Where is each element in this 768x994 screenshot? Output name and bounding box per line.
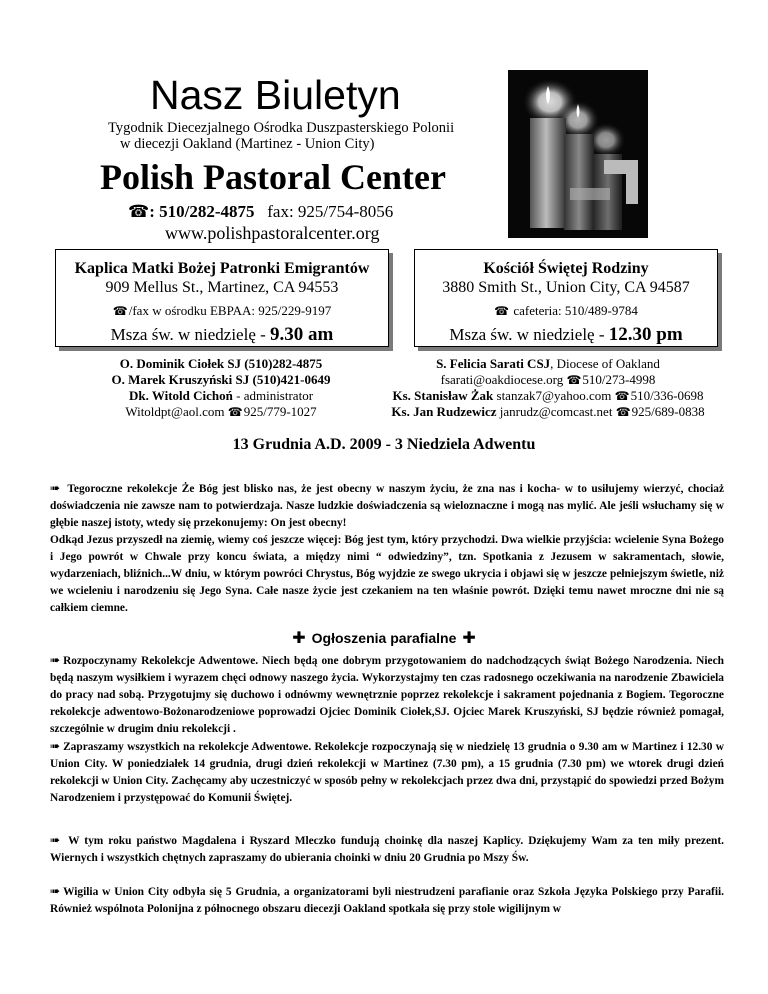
intro-text-a: ➠ Tegoroczne rekolekcje Że Bóg jest blisko nas, że jest obecny w naszym życiu, że zna nas i kocha- w to usiłujemy wierzyć, chociaż doświadczenia nie zawsze nam to potwierdzaja. Nasze ludzkie doświadczenia są wieloznaczne i mogą nas mylić. Ale jeśli wsłuchamy się w głębie naszej istoty, wtedy się przekonujemy: On jest obecny! — [50, 481, 724, 529]
phone-icon: ☎ — [112, 304, 128, 318]
candles-photo — [508, 70, 648, 238]
chapel-phone: ☎/fax w ośrodku EBPAA: 925/229-9197 — [112, 303, 332, 318]
center-name: Polish Pastoral Center — [100, 157, 446, 197]
phone-icon: ☎ — [128, 202, 150, 221]
phone-icon: ☎ — [566, 373, 582, 387]
bulletin-title: Nasz Biuletyn — [150, 72, 401, 118]
pointing-hand-icon: ➠ — [50, 833, 61, 847]
church-phone: ☎ cafeteria: 510/489-9784 — [494, 303, 638, 318]
church-name: Kościół Świętej Rodziny — [483, 260, 649, 277]
cross-icon: ✚ — [462, 630, 476, 647]
church-mass-time: Msza św. w niedzielę - 12.30 pm — [449, 324, 683, 345]
announcement-tree: ➠ W tym roku państwo Magdalena i Ryszard Mleczko fundują choinkę dla naszej Kaplicy. Dziękujemy Wam za ten miły prezent. Wiernych i wszystkich chętnych zapraszamy do ubierania choinki w dniu 20 Grudnia po Mszy Św. — [50, 833, 724, 864]
pointing-hand-icon: ➠ — [50, 739, 61, 753]
church-info-box — [414, 249, 718, 347]
fax-number: fax: 925/754-8056 — [267, 202, 394, 221]
pointing-hand-icon: ➠ — [50, 653, 61, 667]
pointing-hand-icon: ➠ — [50, 884, 61, 898]
email-link[interactable]: stanzak7@yahoo.com — [493, 388, 612, 403]
clergy-right — [372, 356, 724, 420]
email-link[interactable]: fsarati@oakdiocese.org — [440, 372, 564, 387]
clergy-left — [55, 356, 387, 420]
subtitle-line-1: Tygodnik Diecezjalnego Ośrodka Duszpasterskiego Polonii — [108, 120, 455, 136]
phone-icon: ☎ — [614, 389, 630, 403]
contact-line — [128, 202, 393, 222]
chapel-address: 909 Mellus St., Martinez, CA 94553 — [105, 279, 339, 296]
issue-date: 13 Grudnia A.D. 2009 - 3 Niedziela Adwentu — [232, 436, 536, 453]
chapel-mass-time: Msza św. w niedzielę - 9.30 am — [110, 324, 334, 345]
chapel-info-box — [55, 249, 389, 347]
clergy-line: O. Marek Kruszyński SJ (510)421-0649 — [111, 372, 331, 387]
website-link[interactable]: www.polishpastoralcenter.org — [165, 223, 380, 243]
phone-icon: ☎ — [615, 405, 631, 419]
church-address: 3880 Smith St., Union City, CA 94587 — [442, 279, 690, 296]
clergy-line: O. Dominik Ciołek SJ (510)282-4875 — [119, 356, 323, 371]
announcement-p2: ➠ Zapraszamy wszystkich na rekolekcje Adwentowe. Rekolekcje rozpoczynają się w niedzielę 13 grudnia o 9.30 am w Martinez i 12.30 w Union City. W poniedziałek 14 grudnia, drugi dzień rekolekcji w Martinez (7.30 pm), a 15 grudnia (7.30 pm) we wtorek drugi dzień rekolekcji w Union City. Zachęcamy aby uczestniczyć w sposób pełny w rekolekcjach przez dwa dni, przystąpić do spowiedzi przed Bożym Narodzeniem i przystępować do Komunii Świętej. — [50, 739, 724, 804]
email-link[interactable]: janrudz@comcast.net — [496, 404, 613, 419]
clergy-line: fsarati@oakdiocese.org ☎510/273-4998 — [440, 372, 656, 387]
phone-number: : 510/282-4875 — [149, 202, 255, 221]
clergy-line: Ks. Jan Rudzewicz janrudz@comcast.net ☎925/689-0838 — [391, 404, 705, 419]
phone-icon: ☎ — [494, 304, 510, 318]
announcement-p1: ➠ Rozpoczynamy Rekolekcje Adwentowe. Niech będą one dobrym przygotowaniem do nadchodzących świąt Bożego Narodzenia. Niech będą naszym wysiłkiem i wyrazem chęci odnowy naszego życia. Wykorzystajmy ten czas radosnego oczekiwania na narodzenie Zbawiciela do pracy nad sobą. Przygotujmy się duchowo i odnówmy wewnętrznie poprzez rekolekcje i sakrament pojednania z Bogiem. Tegoroczne rekolekcje adwentowo-Bożonarodzeniowe poprowadzi Ojciec Dominik Ciołek,SJ. Ojciec Marek Kruszyński, SJ będzie również pomagał, szczególnie w drugim dniu rekolekcji . — [50, 653, 724, 735]
clergy-line: Witoldpt@aol.com ☎925/779-1027 — [125, 404, 317, 419]
candles-illustration — [508, 70, 648, 238]
clergy-line: S. Felicia Sarati CSJ, Diocese of Oakland — [436, 356, 660, 371]
phone-icon: ☎ — [227, 405, 243, 419]
clergy-line: Ks. Stanisław Żak stanzak7@yahoo.com ☎510/336-0698 — [392, 388, 704, 403]
subtitle-line-2: w diecezji Oakland (Martinez - Union City) — [120, 136, 375, 152]
clergy-line: Dk. Witold Cichoń - administrator — [128, 388, 314, 403]
announcements-heading: ✚ Ogłoszenia parafialne ✚ — [292, 630, 476, 647]
email-link[interactable]: Witoldpt@aol.com — [125, 404, 225, 419]
chapel-name: Kaplica Matki Bożej Patronki Emigrantów — [74, 260, 370, 277]
announcement-retreat — [50, 652, 724, 807]
intro-text-b: Odkąd Jezus przyszedł na ziemię, wiemy coś jeszcze więcej: Bóg jest tym, który przychodzi. Dwa wielkie przyjścia: wcielenie Syna Bożego i Jego powrót w Chwale przy koncu świata, a między nimi “ odwiedziny”, tzn. Spotkania z Jezusem w sakramentach, słowie, wydarzeniach, bliźnich...W dniu, w którym powróci Chrystus, Bóg wyjdzie ze swego ukrycia i objawi się w jeszcze pełniejszym świetle, niż we wcieleniu i narodzeniu się Jego Syna. Całe nasze życie jest czekaniem na ten właśnie powrót. Dzięki temu nawet mroczne dni nie są całkiem ciemne. — [50, 534, 724, 614]
bulletin-subtitle — [108, 120, 488, 152]
cross-icon: ✚ — [292, 630, 306, 647]
announcement-wigilia: ➠ Wigilia w Union City odbyła się 5 Grudnia, a organizatorami byli niestrudzeni parafianie oraz Szkoła Języka Polskiego przy Parafii. Również wspólnota Polonijna z północnego obszaru diecezji Oakland spotkała się przy stole wigilijnym w — [50, 884, 724, 915]
intro-paragraph — [50, 480, 724, 617]
pointing-hand-icon: ➠ — [50, 481, 61, 495]
